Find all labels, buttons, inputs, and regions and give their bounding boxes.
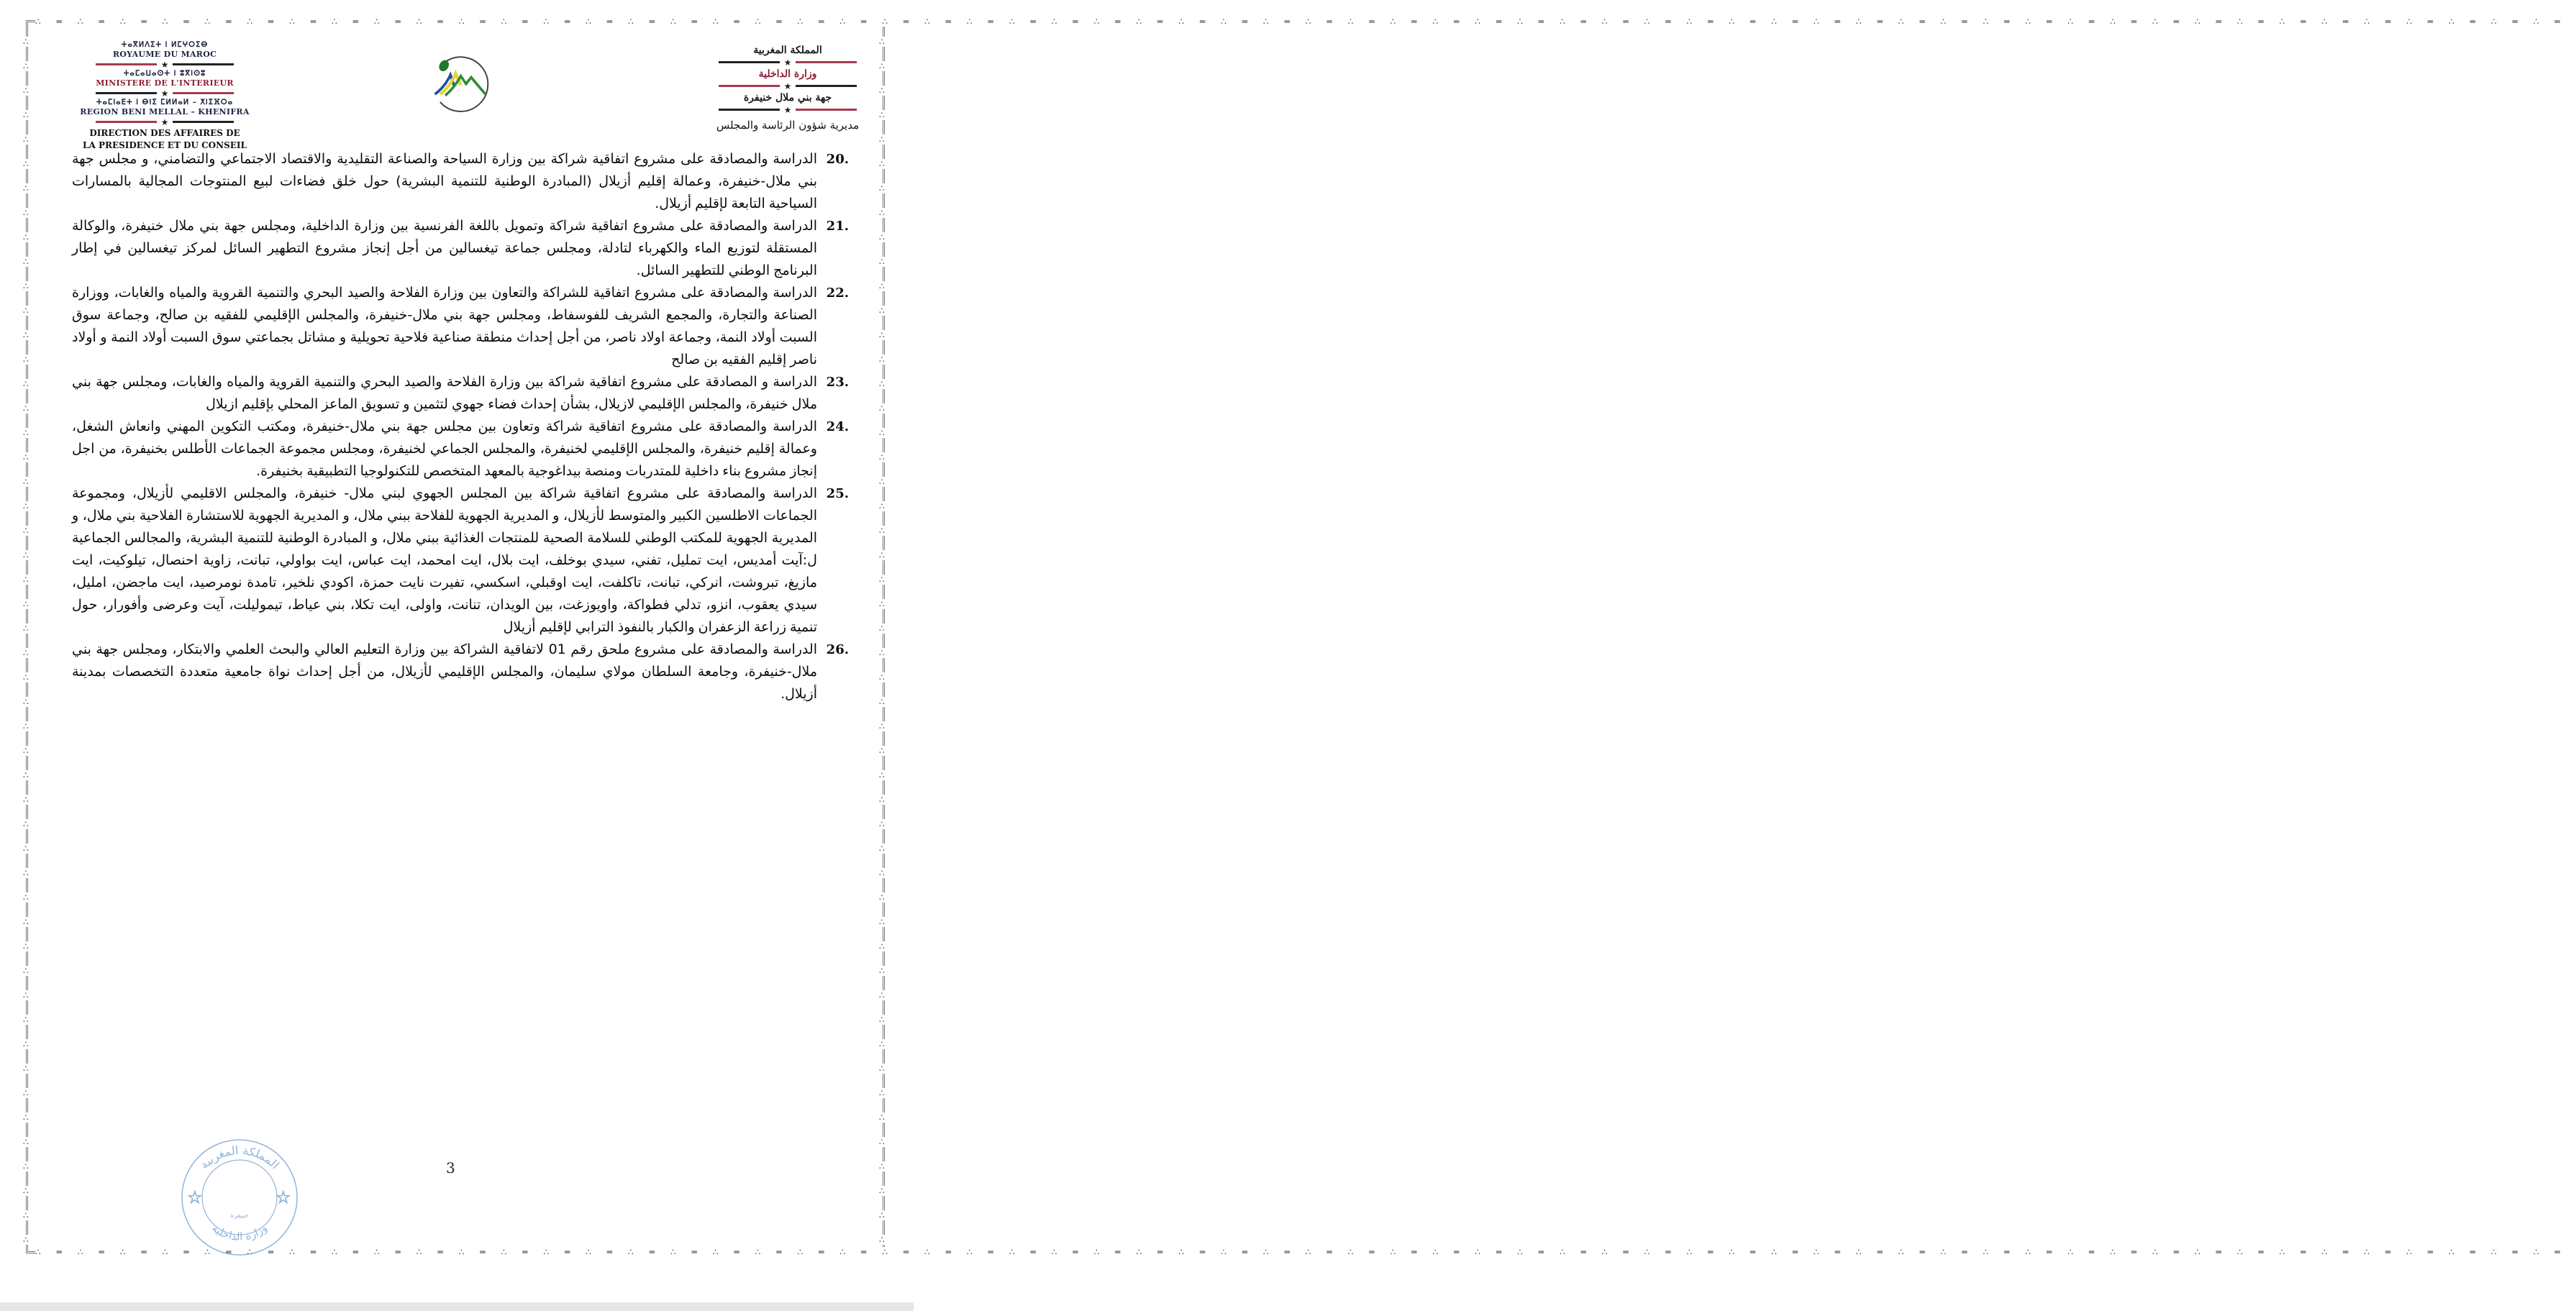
- item-number: 25.: [826, 486, 849, 501]
- divider-star: [691, 81, 885, 91]
- agenda-item-25: [72, 483, 849, 639]
- direction-line-1: DIRECTION DES AFFAIRES DE: [89, 128, 240, 138]
- logo-leaf: [437, 58, 451, 73]
- stamp-text-center: خنيفرة: [230, 1212, 249, 1220]
- direction-line-2: LA PRESIDENCE ET DU CONSEIL: [83, 140, 247, 150]
- region-logo: [426, 49, 491, 114]
- item-number: 20.: [826, 152, 849, 167]
- agenda-item-22: [72, 282, 849, 371]
- agenda-item-26: [72, 639, 849, 705]
- stamp-text-bottom: وزارة الداخلية: [209, 1221, 270, 1243]
- star-icon: ★: [160, 117, 169, 127]
- star-icon: ★: [160, 59, 169, 70]
- agenda-item-24: [72, 416, 849, 483]
- region-name-ar: جهة بني ملال خنيفرة: [743, 92, 832, 104]
- official-stamp: [171, 1133, 308, 1259]
- stamp-star-icon: ☆: [187, 1187, 203, 1207]
- item-number: 24.: [826, 419, 849, 434]
- item-number: 26.: [826, 642, 849, 657]
- divider-star: [691, 58, 885, 67]
- item-text: الدراسة والمصادقة على مشروع ملحق رقم 01 لاتفاقية الشراكة بين وزارة التعليم العالي والبحث العلمي والابتكار، ومجلس جهة بني ملال-خنيفرة، وجامعة السلطان مولاي سليمان، والمجلس الإقليمي لأزيلال، من أجل إحداث نواة جامعية متعددة التخصصات بمدينة أزيلال.: [72, 641, 817, 702]
- tifinagh-kingdom: ⵜⴰⴳⵍⴷⵉⵜ ⵏ ⵍⵎⵖⵔⵉⴱ: [121, 41, 209, 49]
- star-icon: ★: [783, 81, 792, 91]
- frame-ornament-bottom: ∴═∴═∴═∴═∴═∴═∴═∴═∴═∴═∴═∴═∴═∴═∴═∴═∴═∴═∴═∴═∴═∴═∴═∴═∴═∴═∴═∴═∴═∴═∴═∴═∴═∴═∴═∴═∴═∴═∴═∴═∴═∴═∴═∴═∴═∴═∴═∴═∴═∴═∴═∴═∴═∴═∴═∴═∴═∴═∴═∴═: [35, 1247, 2576, 1257]
- kingdom-name-fr: ROYAUME DU MAROC: [112, 50, 217, 59]
- region-name-fr: REGION BENI MELLAL – KHENIFRA: [80, 107, 250, 117]
- letterhead-right: [691, 43, 885, 133]
- stamp-star-icon: ☆: [276, 1187, 291, 1207]
- divider-star: [60, 117, 269, 127]
- frame-ornament-right: ∴∴∴∴∴∴∴∴∴∴∴∴∴∴∴∴∴∴∴∴∴∴∴∴∴∴∴∴∴∴∴∴∴∴∴∴∴∴∴∴∴∴∴∴∴∴∴∴∴∴: [879, 37, 885, 1245]
- direction-name-ar: مديرية شؤون الرئاسة والمجلس: [716, 119, 860, 132]
- agenda-item-20: [72, 148, 849, 215]
- tifinagh-ministry: ⵜⴰⵎⴰⵡⴰⵙⵜ ⵏ ⵓⴳⵏⵙⵓ: [123, 70, 206, 78]
- star-icon: ★: [783, 57, 792, 68]
- ministry-name-fr: MINISTERE DE L'INTERIEUR: [96, 78, 234, 88]
- item-text: الدراسة والمصادقة على مشروع اتفاقية للشراكة والتعاون بين وزارة الفلاحة والصيد البحري والتنمية القروية والمياه والغابات، ووزارة الصناعة والتجارة، والمجمع الشريف للفوسفاط، ومجلس جهة بني ملال-خنيفرة، والمجلس الإقليمي للفقيه بن صالح، وجماعة سوق السبت أولاد النمة، وجماعة اولاد ناصر، من أجل إحداث منطقة صناعية فلاحية تحويلية و مشاتل بجماعتي سوق السبت أولاد النمة و أولاد ناصر إقليم الفقيه بن صالح: [72, 285, 817, 367]
- item-text: الدراسة والمصادقة على مشروع اتفاقية شراكة بين وزارة السياحة والصناعة التقليدية والاقتصاد الاجتماعي والتضامني، و مجلس جهة بني ملال-خنيفرة، وعمالة إقليم أزيلال (المبادرة الوطنية للتنمية البشرية) حول خلق فضاءات لبيع المنتوجات المجالية بالمسارات السياحية التابعة لإقليم أزيلال.: [72, 151, 817, 211]
- agenda-item-21: [72, 215, 849, 282]
- item-text: الدراسة والمصادقة على مشروع اتفاقية شراكة بين المجلس الجهوي لبني ملال- خنيفرة، والمجلس الاقليمي لأزيلال، ومجموعة الجماعات الاطلسين الكبير والمتوسط لأزيلال، و المديرية الجهوية للفلاحة ببني ملال، و المديرية الجهوية للاستشارة الفلاحية بني ملال، و المديرية الجهوية للمكتب الوطني للسلامة الصحية للمنتجات الغذائية ببني ملال، و المبادرة الوطنية للتنمية البشرية، والمجالس الجماعية ل:آيت أمديس، ايت تمليل، تفني، سيدي بوخلف، ايت بلال، ايت امحمد، ايت عباس، ايت بواولي، تبانت، زاوية احنصال، تيلوكيت، ايت مازيغ، تبروشت، انركي، تبانت، تاكلفت، ايت اوقبلي، اسكسي، تفيرت نايت حمزة، اكودي نلخير، تامدة نومرصيد، ايت ماجضن، امليل، سيدي يعقوب، انزو، تدلي فطواكة، واويوزغت، بين الويدان، تنانت، واولى، ايت تكلا، بني عياط، تيموليلت، آيت وعرضى وأفورار، حول تنمية زراعة الزعفران والكبار بالنفوذ الترابي لإقليم أزيلال: [72, 485, 817, 635]
- divider-star: [691, 105, 885, 114]
- ministry-name-ar: وزارة الداخلية: [758, 68, 817, 80]
- star-icon: ★: [160, 88, 169, 99]
- item-number: 21.: [826, 219, 849, 234]
- kingdom-name-ar: المملكة المغربية: [753, 45, 822, 56]
- stamp-text-top: المملكة المغربية: [197, 1143, 283, 1172]
- frame-ornament-top: ∴═∴═∴═∴═∴═∴═∴═∴═∴═∴═∴═∴═∴═∴═∴═∴═∴═∴═∴═∴═∴═∴═∴═∴═∴═∴═∴═∴═∴═∴═∴═∴═∴═∴═∴═∴═∴═∴═∴═∴═∴═∴═∴═∴═∴═∴═∴═∴═∴═∴═∴═∴═∴═∴═∴═∴═∴═∴═∴═∴═: [35, 17, 2576, 27]
- tifinagh-region: ⵜⴰⵎⵏⴰⴹⵜ ⵏ ⴱⵏⵉ ⵎⵍⵍⴰⵍ – ⵅⵏⵉⴼⵔⴰ: [96, 99, 234, 106]
- item-text: الدراسة والمصادقة على مشروع اتفاقية شراكة وتمويل باللغة الفرنسية بين وزارة الداخلية، ومجلس جهة بني ملال خنيفرة، والوكالة المستقلة لتوزيع الماء والكهرباء لتادلة، ومجلس جماعة تيغسالين من أجل إنجاز مشروع التطهير السائل لمركز تيغسالين في إطار البرنامج الوطني للتطهير السائل.: [72, 218, 817, 278]
- viewer-bottom-edge: [0, 1302, 914, 1311]
- item-text: الدراسة والمصادقة على مشروع اتفاقية شراكة وتعاون بين مجلس جهة بني ملال-خنيفرة، ومكتب التكوين المهني وانعاش الشغل، وعمالة إقليم خنيفرة، والمجلس الإقليمي لخنيفرة، والمجلس الجماعي لخنيفرة، ومجلس مجموعة الجماعات الأطلس بخنيفرة، من اجل إنجاز مشروع بناء داخلية للمتدربات ومنصة بيداغوجية بالمعهد المتخصص للتكنولوجيا التطبيقية بخنيفرة.: [72, 419, 817, 479]
- page-number: 3: [446, 1159, 455, 1177]
- item-number: 22.: [826, 286, 849, 301]
- stamp-inner-ring: [202, 1160, 277, 1235]
- divider-star: [60, 60, 269, 69]
- item-number: 23.: [826, 375, 849, 390]
- letterhead-left: [60, 40, 269, 151]
- divider-star: [60, 88, 269, 98]
- agenda-list: [72, 148, 849, 705]
- agenda-item-23: [72, 371, 849, 416]
- item-text: الدراسة و المصادقة على مشروع اتفاقية شراكة بين وزارة الفلاحة والصيد البحري والتنمية القروية والمياه والغابات، ومجلس جهة بني ملال خنيفرة، والمجلس الإقليمي لازيلال، بشأن إحداث فضاء جهوي لتثمين و تسويق الماعز المحلي بإقليم ازيلال: [72, 374, 817, 412]
- frame-ornament-left: ∴∴∴∴∴∴∴∴∴∴∴∴∴∴∴∴∴∴∴∴∴∴∴∴∴∴∴∴∴∴∴∴∴∴∴∴∴∴∴∴∴∴∴∴∴∴∴∴∴∴: [23, 37, 29, 1245]
- star-icon: ★: [783, 104, 792, 115]
